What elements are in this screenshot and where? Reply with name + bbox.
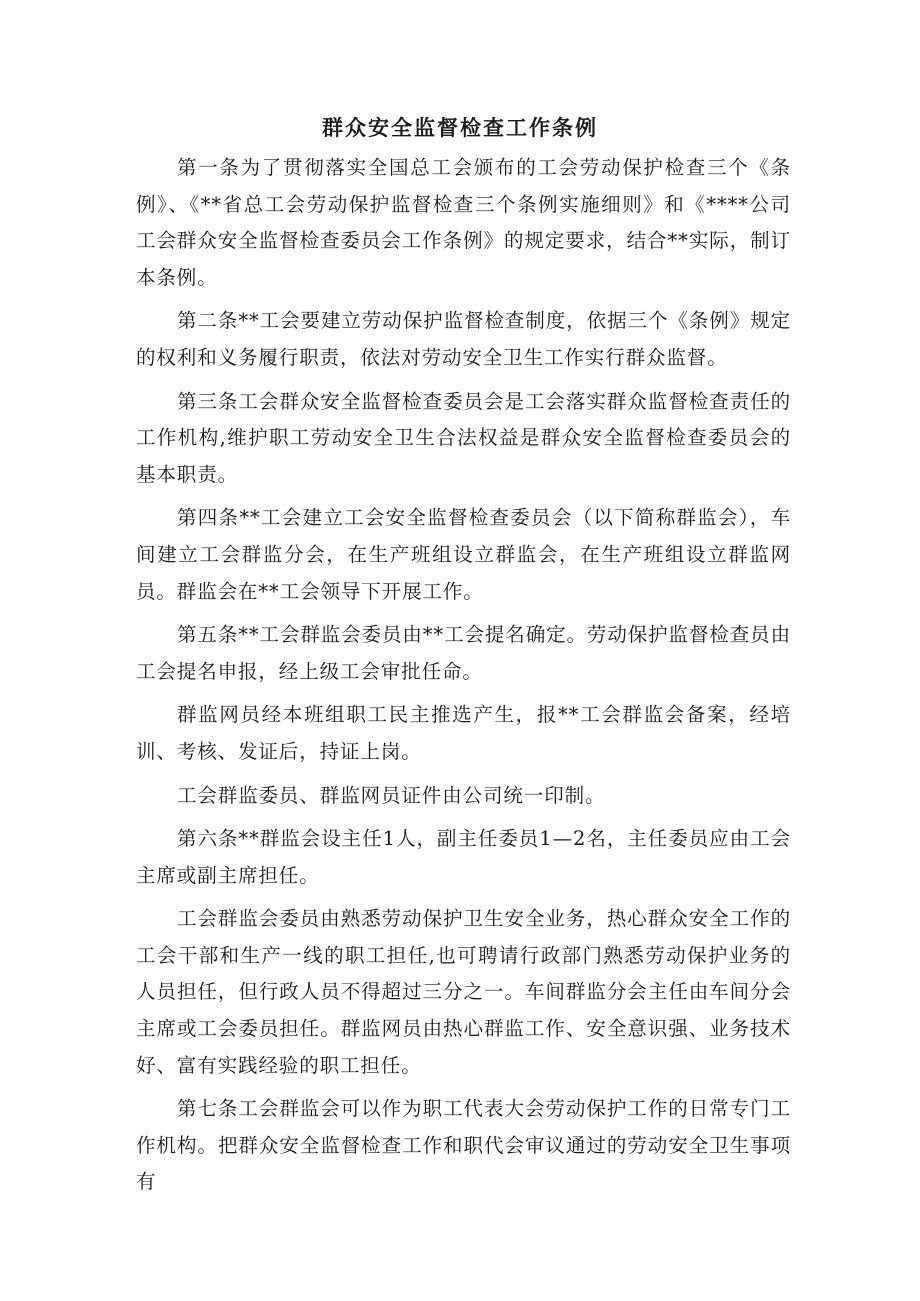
- paragraph-article-5: 第五条**工会群监会委员由**工会提名确定。劳动保护监督检查员由工会提名申报，经上级工会审批任命。: [136, 623, 791, 683]
- paragraph-article-7: 第七条工会群监会可以作为职工代表大会劳动保护工作的日常专门工作机构。把群众安全监督检查工作和职代会审议通过的劳动安全卫生事项有: [136, 1097, 791, 1194]
- document-body: [136, 150, 791, 1208]
- paragraph-article-3: 第三条工会群众安全监督检查委员会是工会落实群众监督检查责任的工作机构,维护职工劳动安全卫生合法权益是群众安全监督检查委员会的基本职责。: [136, 389, 791, 486]
- document-title: 群众安全监督检查工作条例: [322, 115, 598, 140]
- paragraph-article-6-members: 工会群监会委员由熟悉劳动保护卫生安全业务，热心群众安全工作的工会干部和生产一线的职工担任,也可聘请行政部门熟悉劳动保护业务的人员担任，但行政人员不得超过三分之一。车间群监分会主任由车间分会主席或工会委员担任。群监网员由热心群监工作、安全意识强、业务技术好、富有实践经验的职工担任。: [136, 907, 791, 1077]
- paragraph-article-5-certificates: 工会群监委员、群监网员证件由公司统一印制。: [177, 783, 606, 807]
- paragraph-article-5-network-members: 群监网员经本班组职工民主推选产生，报**工会群监会备案，经培训、考核、发证后，持证上岗。: [136, 703, 791, 763]
- paragraph-article-6: 第六条**群监会设主任1人，副主任委员1—2名，主任委员应由工会主席或副主席担任。: [136, 827, 791, 887]
- paragraph-article-1: 第一条为了贯彻落实全国总工会颁布的工会劳动保护检查三个《条例》、《**省总工会劳动保护监督检查三个条例实施细则》和《****公司工会群众安全监督检查委员会工作条例》的规定要求，结合**实际，制订本条例。: [136, 156, 791, 289]
- paragraph-article-2: 第二条**工会要建立劳动保护监督检查制度，依据三个《条例》规定的权利和义务履行职责，依法对劳动安全卫生工作实行群众监督。: [136, 309, 791, 369]
- paragraph-article-4: 第四条**工会建立工会安全监督检查委员会（以下简称群监会），车间建立工会群监分会，在生产班组设立群监会，在生产班组设立群监网员。群监会在**工会领导下开展工作。: [136, 506, 791, 603]
